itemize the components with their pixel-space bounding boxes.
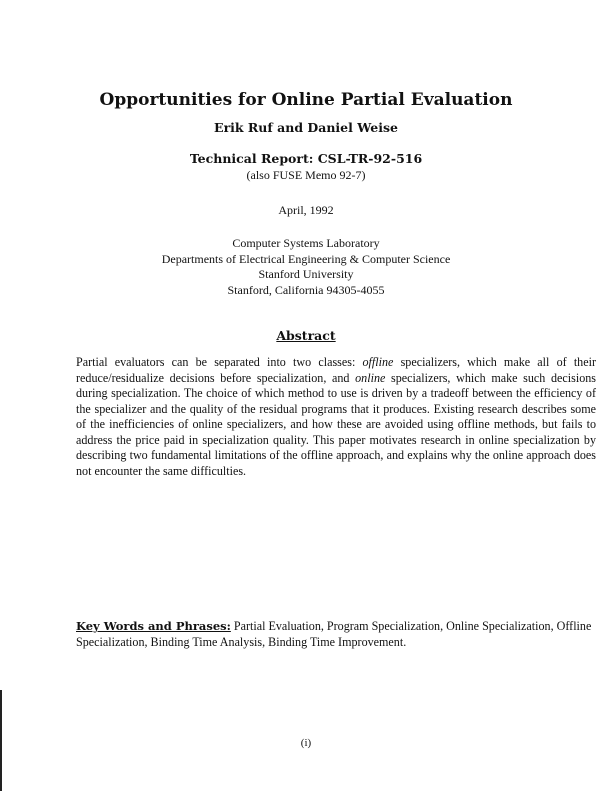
paper-title: Opportunities for Online Partial Evaluation [99, 90, 513, 110]
abstract-body [76, 355, 596, 479]
report-number: Technical Report: CSL-TR-92-516 [189, 151, 423, 166]
keywords [76, 618, 606, 650]
abstract-text: Partial evaluators can be separated into two classes: [76, 355, 363, 369]
scan-edge-divider [0, 690, 2, 791]
abstract-text: specializers, which make all of their reduce/residualize decisions before specialization, and [76, 355, 596, 385]
memo-number: (also FUSE Memo 92-7) [246, 168, 366, 182]
abstract-text: specializers, which make such decisions during specialization. The choice of which method to use is driven by a tradeoff between the efficiency of the specializer and the quality of the residual programs that it produces. Existing research describes some of the inefficiencies of online specializers, and how these are avoided using offline methods, but fails to address the price paid in specialization quality. This paper motivates research in online specialization by describing two fundamental limitations of the offline approach, and explains why the online approach does not encounter the same difficulties. [76, 370, 596, 478]
affiliation-line: Computer Systems Laboratory [232, 236, 380, 250]
abstract-heading: Abstract [276, 328, 336, 343]
abstract-emphasis: online [355, 370, 386, 385]
keywords-text: Partial Evaluation, Program Specialization, Online Specialization, Offline Specialization, Binding Time Analysis, Binding Time Improvement. [76, 619, 592, 649]
affiliation-line: Departments of Electrical Engineering & Computer Science [161, 252, 451, 266]
affiliation-line: Stanford University [258, 267, 354, 281]
affiliation-line: Stanford, California 94305-4055 [227, 283, 385, 297]
keywords-label: Key Words and Phrases: [76, 619, 231, 633]
page-number: (i) [300, 737, 312, 749]
date: April, 1992 [278, 203, 334, 217]
abstract-emphasis: offline [362, 355, 394, 369]
authors: Erik Ruf and Daniel Weise [214, 120, 398, 135]
